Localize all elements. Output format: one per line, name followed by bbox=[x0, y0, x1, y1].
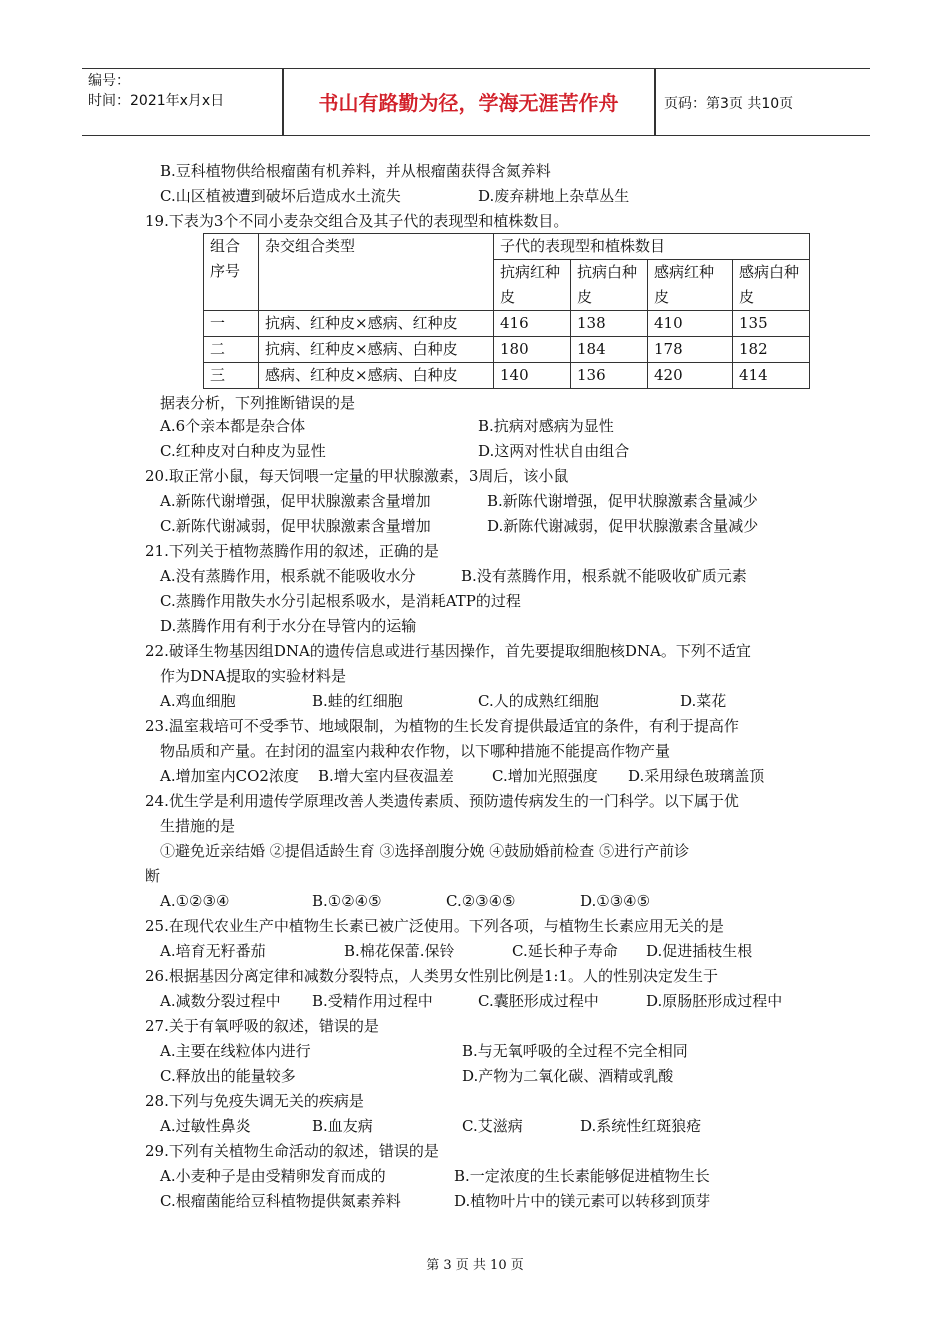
q26-option-c: C.囊胚形成过程中 bbox=[478, 992, 599, 1010]
table-row bbox=[204, 337, 810, 363]
q23-option-d: D.采用绿色玻璃盖顶 bbox=[628, 767, 765, 785]
table-cell-value: 178 bbox=[648, 337, 733, 363]
q21-option-b: B.没有蒸腾作用，根系就不能吸收矿质元素 bbox=[461, 567, 747, 585]
q27-option-d: D.产物为二氧化碳、酒精或乳酸 bbox=[462, 1067, 674, 1085]
table-row bbox=[204, 311, 810, 337]
table-cell-value: 416 bbox=[494, 311, 571, 337]
page-footer: 第 3 页 共 10 页 bbox=[426, 1258, 524, 1273]
q21-option-c: C.蒸腾作用散失水分引起根系吸水，是消耗ATP的过程 bbox=[160, 592, 521, 610]
q23-stem: 23.温室栽培可不受季节、地域限制，为植物的生长发育提供最适宜的条件，有利于提高作 bbox=[145, 717, 739, 735]
q24-items-cont: 断 bbox=[145, 867, 161, 885]
q19-option-d: D.这两对性状自由组合 bbox=[478, 442, 630, 460]
q24-stem: 24.优生学是利用遗传学原理改善人类遗传素质、预防遗传病发生的一门科学。以下属于优 bbox=[145, 792, 739, 810]
q26-stem: 26.根据基因分离定律和减数分裂特点，人类男女性别比例是1:1。人的性别决定发生于 bbox=[145, 967, 718, 985]
q23-stem-cont: 物品质和产量。在封闭的温室内栽种农作物，以下哪种措施不能提高作物产量 bbox=[160, 742, 671, 760]
q20-option-b: B.新陈代谢增强，促甲状腺激素含量减少 bbox=[487, 492, 758, 510]
q29-option-a: A.小麦种子是由受精卵发育而成的 bbox=[160, 1167, 386, 1185]
q26-option-a: A.减数分裂过程中 bbox=[160, 992, 281, 1010]
number-label: 编号： bbox=[88, 73, 130, 89]
table-cell-id: 二 bbox=[204, 337, 259, 363]
q28-option-a: A.过敏性鼻炎 bbox=[160, 1117, 251, 1135]
q29-stem: 29.下列有关植物生命活动的叙述，错误的是 bbox=[145, 1142, 439, 1160]
q23-option-b: B.增大室内昼夜温差 bbox=[318, 767, 454, 785]
header-motto: 书山有路勤为径，学海无涯苦作舟 bbox=[318, 91, 619, 115]
table-header-col: 感病白种皮 bbox=[733, 260, 810, 311]
q25-option-d: D.促进插枝生根 bbox=[646, 942, 753, 960]
q24-stem-cont: 生措施的是 bbox=[160, 817, 236, 835]
table-header-col: 感病红种皮 bbox=[648, 260, 733, 311]
q28-stem: 28.下列与免疫失调无关的疾病是 bbox=[145, 1092, 364, 1110]
q22-stem: 22.破译生物基因组DNA的遗传信息或进行基因操作，首先要提取细胞核DNA。下列不适宜 bbox=[145, 642, 751, 660]
table-cell-value: 138 bbox=[571, 311, 648, 337]
q22-option-b: B.蛙的红细胞 bbox=[312, 692, 403, 710]
q21-stem: 21.下列关于植物蒸腾作用的叙述，正确的是 bbox=[145, 542, 439, 560]
q22-option-d: D.菜花 bbox=[680, 692, 727, 710]
q22-option-c: C.人的成熟红细胞 bbox=[478, 692, 599, 710]
q27-option-a: A.主要在线粒体内进行 bbox=[160, 1042, 311, 1060]
q21-option-d: D.蒸腾作用有利于水分在导管内的运输 bbox=[160, 617, 417, 635]
q25-option-a: A.培育无籽番茄 bbox=[160, 942, 266, 960]
q20-stem: 20.取正常小鼠，每天饲喂一定量的甲状腺激素，3周后，该小鼠 bbox=[145, 467, 569, 485]
table-header-group: 组合序号 bbox=[204, 234, 259, 311]
q26-option-b: B.受精作用过程中 bbox=[312, 992, 433, 1010]
q18-option-d: D.废弃耕地上杂草丛生 bbox=[478, 187, 630, 205]
table-header-col: 抗病红种皮 bbox=[494, 260, 571, 311]
table-cell-id: 三 bbox=[204, 363, 259, 389]
header-meta bbox=[88, 71, 283, 111]
q29-option-b: B.一定浓度的生长素能够促进植物生长 bbox=[454, 1167, 710, 1185]
q20-option-d: D.新陈代谢减弱，促甲状腺激素含量减少 bbox=[487, 517, 759, 535]
table-header-cross: 杂交组合类型 bbox=[259, 234, 494, 311]
q24-option-c: C.②③④⑤ bbox=[446, 892, 516, 910]
table-header-offspring: 子代的表现型和植株数目 bbox=[494, 234, 810, 260]
table-cell-value: 410 bbox=[648, 311, 733, 337]
q23-option-a: A.增加室内CO2浓度 bbox=[160, 767, 299, 785]
q24-items: ①避免近亲结婚 ②提倡适龄生育 ③选择剖腹分娩 ④鼓励婚前检查 ⑤进行产前诊 bbox=[160, 842, 690, 860]
q22-stem-cont: 作为DNA提取的实验材料是 bbox=[160, 667, 346, 685]
q19-table bbox=[203, 233, 810, 389]
q24-option-d: D.①③④⑤ bbox=[580, 892, 651, 910]
table-cell-cross: 抗病、红种皮×感病、红种皮 bbox=[259, 311, 494, 337]
q23-option-c: C.增加光照强度 bbox=[492, 767, 598, 785]
q27-option-b: B.与无氧呼吸的全过程不完全相同 bbox=[462, 1042, 688, 1060]
q28-option-c: C.艾滋病 bbox=[462, 1117, 523, 1135]
q18-option-b: B.豆科植物供给根瘤菌有机养料，并从根瘤菌获得含氮养料 bbox=[160, 162, 551, 180]
q29-option-d: D.植物叶片中的镁元素可以转移到顶芽 bbox=[454, 1192, 711, 1210]
q25-option-c: C.延长种子寿命 bbox=[512, 942, 618, 960]
table-cell-value: 180 bbox=[494, 337, 571, 363]
q25-stem: 25.在现代农业生产中植物生长素已被广泛使用。下列各项，与植物生长素应用无关的是 bbox=[145, 917, 724, 935]
table-cell-value: 420 bbox=[648, 363, 733, 389]
q22-option-a: A.鸡血细胞 bbox=[160, 692, 236, 710]
q20-option-a: A.新陈代谢增强，促甲状腺激素含量增加 bbox=[160, 492, 431, 510]
table-row bbox=[204, 363, 810, 389]
q19-option-c: C.红种皮对白种皮为显性 bbox=[160, 442, 326, 460]
date-label: 时间：2021年x月x日 bbox=[88, 93, 225, 109]
page-header bbox=[82, 68, 870, 136]
q24-option-b: B.①②④⑤ bbox=[312, 892, 382, 910]
q27-option-c: C.释放出的能量较多 bbox=[160, 1067, 296, 1085]
table-cell-value: 135 bbox=[733, 311, 810, 337]
q20-option-c: C.新陈代谢减弱，促甲状腺激素含量增加 bbox=[160, 517, 431, 535]
header-divider bbox=[654, 69, 656, 135]
q25-option-b: B.棉花保蕾.保铃 bbox=[344, 942, 455, 960]
table-cell-value: 182 bbox=[733, 337, 810, 363]
q28-option-b: B.血友病 bbox=[312, 1117, 373, 1135]
table-header-col: 抗病白种皮 bbox=[571, 260, 648, 311]
header-page-label: 页码：第3页 共10页 bbox=[664, 96, 794, 112]
q19-stem: 19.下表为3个不同小麦杂交组合及其子代的表现型和植株数目。 bbox=[145, 212, 569, 230]
q24-option-a: A.①②③④ bbox=[160, 892, 230, 910]
q27-stem: 27.关于有氧呼吸的叙述，错误的是 bbox=[145, 1017, 379, 1035]
table-cell-cross: 抗病、红种皮×感病、白种皮 bbox=[259, 337, 494, 363]
table-cell-id: 一 bbox=[204, 311, 259, 337]
table-cell-value: 140 bbox=[494, 363, 571, 389]
q26-option-d: D.原肠胚形成过程中 bbox=[646, 992, 783, 1010]
q19-after: 据表分析，下列推断错误的是 bbox=[160, 394, 356, 412]
q19-option-b: B.抗病对感病为显性 bbox=[478, 417, 614, 435]
table-cell-value: 184 bbox=[571, 337, 648, 363]
q29-option-c: C.根瘤菌能给豆科植物提供氮素养料 bbox=[160, 1192, 401, 1210]
table-cell-value: 136 bbox=[571, 363, 648, 389]
q18-option-c: C.山区植被遭到破坏后造成水土流失 bbox=[160, 187, 401, 205]
q21-option-a: A.没有蒸腾作用，根系就不能吸收水分 bbox=[160, 567, 416, 585]
table-cell-value: 414 bbox=[733, 363, 810, 389]
table-cell-cross: 感病、红种皮×感病、白种皮 bbox=[259, 363, 494, 389]
q28-option-d: D.系统性红斑狼疮 bbox=[580, 1117, 702, 1135]
q19-option-a: A.6个亲本都是杂合体 bbox=[160, 417, 306, 435]
